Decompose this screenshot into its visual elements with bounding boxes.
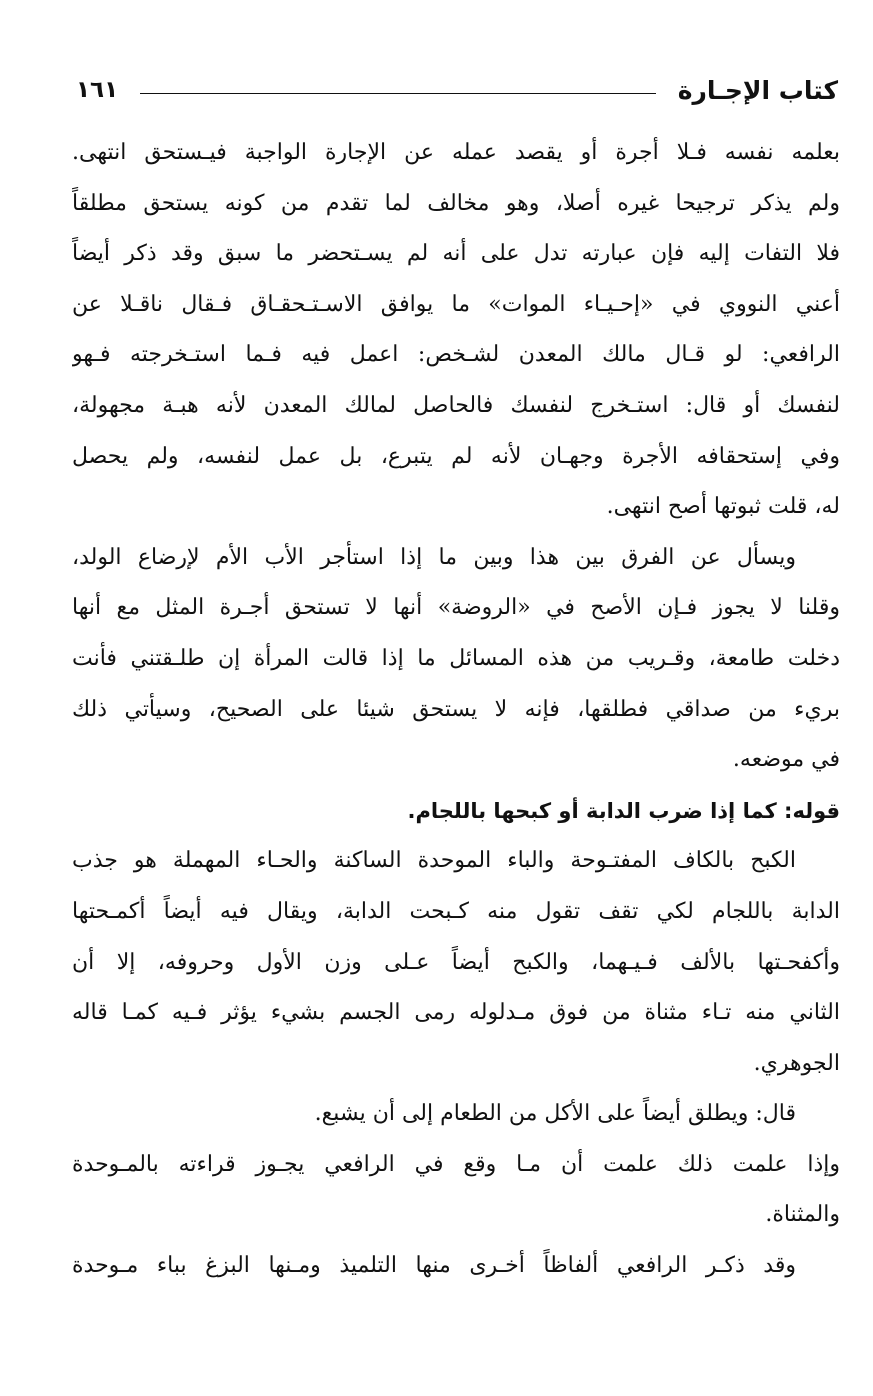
page-number: ١٦١ bbox=[76, 77, 119, 103]
text-line: وقد ذكـر الرافعي ألفاظاً أخـرى منها التلميذ ومـنها البزغ بباء مـوحدة bbox=[72, 1253, 796, 1279]
text-line: الجوهري. bbox=[753, 1050, 840, 1076]
text-line: وإذا علمت ذلك علمت أن مـا وقع في الرافعي يجـوز قراءته بالمـوحدة bbox=[72, 1151, 840, 1177]
text-line: دخلت طامعة، وقـريب من هذه المسائل ما إذا قالت المرأة إن طلـقتني فأنت bbox=[72, 645, 840, 671]
text-line: ويسأل عن الفرق بين هذا وبين ما إذا استأجر الأب الأم لإرضاع الولد، bbox=[72, 544, 796, 570]
section-heading: قوله: كما إذا ضرب الدابة أو كبحها باللجام. bbox=[407, 798, 840, 823]
text-line: وأكفحـتها بالألف فـيـهما، والكبح أيضاً عـلى وزن الأول وحروفه، إلا أن bbox=[72, 949, 840, 975]
text-line: الثاني منه تـاء مثناة من فوق مـدلوله رمى الجسم بشيء يؤثر فـيه كمـا قاله bbox=[72, 1000, 840, 1026]
text-line: الكبح بالكاف المفتـوحة والباء الموحدة الساكنة والحـاء المهملة هو جذب bbox=[72, 848, 796, 874]
text-line: له، قلت ثبوتها أصح انتهى. bbox=[606, 494, 840, 520]
text-line: والمثناة. bbox=[765, 1202, 840, 1228]
text-line: فلا التفات إليه فإن عبارته تدل على أنه لم يسـتحضر ما سبق وقد ذكر أيضاً bbox=[72, 241, 840, 267]
running-header bbox=[76, 70, 838, 110]
text-line: أعني النووي في «إحـيـاء الموات» ما يوافق الاسـتـحقـاق فـقال ناقـلا عن bbox=[72, 291, 840, 317]
text-line: وقلنا لا يجوز فـإن الأصح في «الروضة» أنها لا تستحق أجـرة المثل مع أنها bbox=[72, 595, 840, 621]
body-text bbox=[72, 128, 840, 1292]
text-line: ولم يذكر ترجيحا غيره أصلا، وهو مخالف لما تقدم من كونه يستحق مطلقاً bbox=[72, 190, 840, 216]
text-line: قال: ويطلق أيضاً على الأكل من الطعام إلى أن يشبع. bbox=[314, 1101, 796, 1127]
text-line: الدابة باللجام لكي تقف تقول منه كـبحت الدابة، ويقال فيه أيضاً أكمـحتها bbox=[72, 898, 840, 924]
text-line: في موضعه. bbox=[732, 747, 840, 773]
text-line: وفي إستحقافه الأجرة وجهـان لأنه لم يتبرع، بل عمل لنفسه، ولم يحصل bbox=[72, 443, 840, 469]
header-rule bbox=[140, 93, 656, 94]
text-line: لنفسك أو قال: استـخرج لنفسك فالحاصل لمالك المعدن لأنه هبـة مجهولة، bbox=[72, 392, 840, 418]
text-line: بريء من صداقي فطلقها، فإنه لا يستحق شيئا على الصحيح، وسيأتي ذلك bbox=[72, 696, 840, 722]
text-line: بعلمه نفسه فـلا أجرة أو يقصد عمله عن الإجارة الواجبة فيـستحق انتهى. bbox=[72, 140, 840, 165]
chapter-title: كتاب الإجـارة bbox=[677, 75, 838, 105]
text-line: الرافعي: لو قـال مالك المعدن لشـخص: اعمل فيه فـما استـخرجته فـهو bbox=[72, 342, 840, 368]
